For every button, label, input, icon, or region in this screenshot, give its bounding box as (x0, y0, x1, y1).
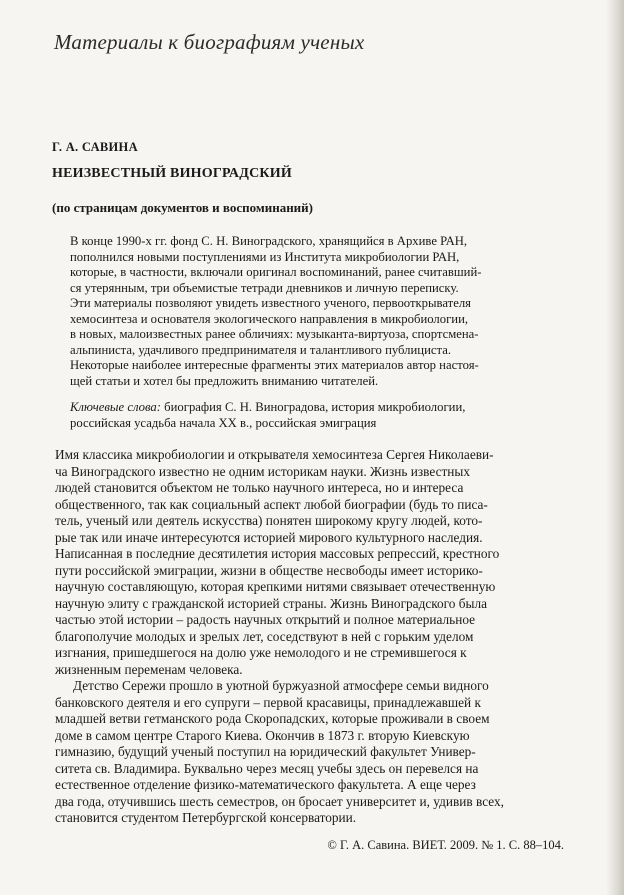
body-line: благополучие молодых и зрелых лет, соседствуют в ней с горьким уделом (55, 628, 474, 644)
abstract-line: альпиниста, удачливого предпринимателя и талантливого публициста. (70, 342, 452, 357)
abstract-line: В конце 1990-х гг. фонд С. Н. Виноградского, хранящийся в Архиве РАН, (70, 234, 468, 248)
abstract-line: в новых, малоизвестных ранее обличиях: музыканта-виртуоза, спортсмена- (70, 327, 479, 341)
abstract-line: Эти материалы позволяют увидеть известного ученого, первооткрывателя (70, 296, 472, 310)
body-line: становится студентом Петербургской консерватории. (55, 810, 357, 825)
body-line: Написанная в последние десятилетия история массовых репрессий, крестного (55, 546, 500, 561)
body-line: рые так или иначе интересуются историей мирового культурного наследия. (55, 529, 483, 545)
abstract-line: пополнился новыми поступлениями из Института микробиологии РАН, (70, 249, 460, 264)
body-line: Детство Сережи прошло в уютной буржуазной атмосфере семьи видного (73, 678, 489, 693)
body-line: тель, ученый или деятель искусства) понятен широкому кругу людей, кото- (55, 513, 483, 528)
body-line: гимназию, будущий ученый поступил на юридический факультет Универ- (55, 744, 476, 759)
section-header: Материалы к биографиям ученых (54, 30, 365, 54)
page-edge-shadow (606, 0, 624, 895)
body-line: доме в самом центре Старого Киева. Окончив в 1873 г. вторую Киевскую (55, 727, 470, 743)
body-line: ча Виноградского известно не одним историкам науки. Жизнь известных (55, 463, 470, 479)
paragraph-1 (55, 447, 565, 678)
body-line: людей становится объектом не только научного интереса, но и интереса (55, 480, 464, 495)
abstract-line: щей статьи и хотел бы предложить вниманию читателей. (70, 373, 379, 388)
body-line: Имя классика микробиологии и открывателя хемосинтеза Сергея Николаеви- (55, 447, 494, 462)
body-line: пути российской эмиграции, жизни в обществе несвободы имеет историко- (55, 562, 483, 578)
keywords (70, 400, 544, 431)
body-line: изгнания, пришедшегося на долю уже немолодого и не стремившегося к (55, 645, 467, 660)
citation: © Г. А. Савина. ВИЕТ. 2009. № 1. С. 88–104. (327, 838, 564, 852)
abstract (70, 234, 544, 389)
abstract-line: ся утерянным, три объемистые тетради дневников и личную переписку. (70, 280, 459, 295)
body-line: банковского деятеля и его супруги – первой красавицы, принадлежавшей к (55, 694, 481, 710)
abstract-line: хемосинтеза и основателя экологического направления в микробиологии, (70, 311, 469, 326)
body-line: научную составляющую, которая крепкими нитями связывает отечественную (55, 579, 496, 594)
body-line: ситета св. Владимира. Буквально через месяц учебы здесь он перевелся на (55, 760, 479, 776)
body-line: жизненным переменам человека. (55, 661, 243, 677)
article-title: НЕИЗВЕСТНЫЙ ВИНОГРАДСКИЙ (52, 166, 292, 181)
keywords-text: биография С. Н. Виноградова, история микробиологии, (160, 400, 466, 414)
body-line: младшей ветви гетманского рода Скоропадских, которые проживали в своем (55, 711, 490, 726)
body-line: общественного, так как социальный аспект любой биографии (будь то писа- (55, 496, 488, 512)
keywords-text-line2: российская усадьба начала XX в., российская эмиграция (70, 415, 377, 430)
abstract-line: которые, в частности, включали оригинал воспоминаний, ранее считавший- (70, 265, 482, 279)
body-line: частью этой истории – радость научных открытий и полное материальное (55, 612, 476, 627)
article-subtitle: (по страницам документов и воспоминаний) (52, 200, 313, 215)
paragraph-2 (55, 678, 565, 827)
body-line: естественное отделение физико-математического факультета. А еще через (55, 777, 476, 792)
body-line: два года, отучившись шесть семестров, он бросает университет и, удивив всех, (55, 793, 504, 809)
keywords-label: Ключевые слова: (70, 400, 161, 414)
author-name: Г. А. САВИНА (52, 140, 138, 154)
abstract-line: Некоторые наиболее интересные фрагменты этих материалов автор настоя- (70, 358, 479, 372)
body-line: научную элиту с гражданской историей страны. Жизнь Виноградского была (55, 595, 488, 611)
body-text (55, 447, 565, 827)
